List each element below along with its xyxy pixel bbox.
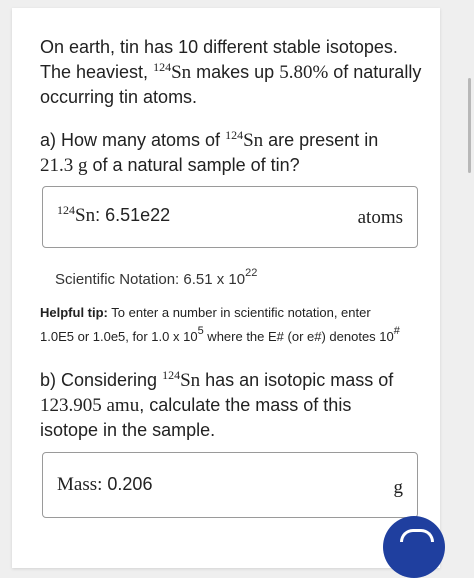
question-a-line-1: a) How many atoms of $^{124}$Sn are present in xyxy=(40,128,379,151)
answer-b-field[interactable] xyxy=(42,452,418,518)
helpful-tip-line-1: Helpful tip: To enter a number in scientific notation, enter xyxy=(40,305,371,320)
question-b-line-1: b) Considering $^{124}$Sn has an isotopic mass of xyxy=(40,368,394,391)
intro-line-3: occurring tin atoms. xyxy=(40,87,198,107)
intro-line-1: On earth, tin has 10 different stable isotopes. xyxy=(40,37,398,57)
answer-a-field[interactable] xyxy=(42,186,418,248)
chat-fab-button[interactable] xyxy=(383,516,445,578)
scientific-notation-preview: Scientific Notation: 6.51 x $10^{22}$ xyxy=(55,267,258,288)
question-a-line-2: 21.3 g of a natural sample of tin? xyxy=(40,155,300,176)
isotope-mass-sup: 124 xyxy=(153,60,172,74)
helpful-tip-line-2: 1.0E5 or 1.0e5, for 1.0 x $10^5$ where the E# (or e#) denotes 10# xyxy=(40,324,400,344)
intro-line-2: The heaviest, $^{124}$Sn makes up 5.80% of naturally xyxy=(40,60,422,83)
answer-b-unit: g xyxy=(393,477,403,498)
answer-b-label: Mass: 0.206 xyxy=(57,474,153,495)
question-b-line-2: 123.905 amu, calculate the mass of this xyxy=(40,395,352,416)
answer-a-label: $^{124}$Sn: 6.51e22 xyxy=(57,203,171,226)
answer-a-unit: atoms xyxy=(357,207,403,228)
question-b-line-3: isotope in the sample. xyxy=(40,420,216,440)
chat-icon xyxy=(400,529,434,542)
scrollbar[interactable] xyxy=(468,78,471,173)
